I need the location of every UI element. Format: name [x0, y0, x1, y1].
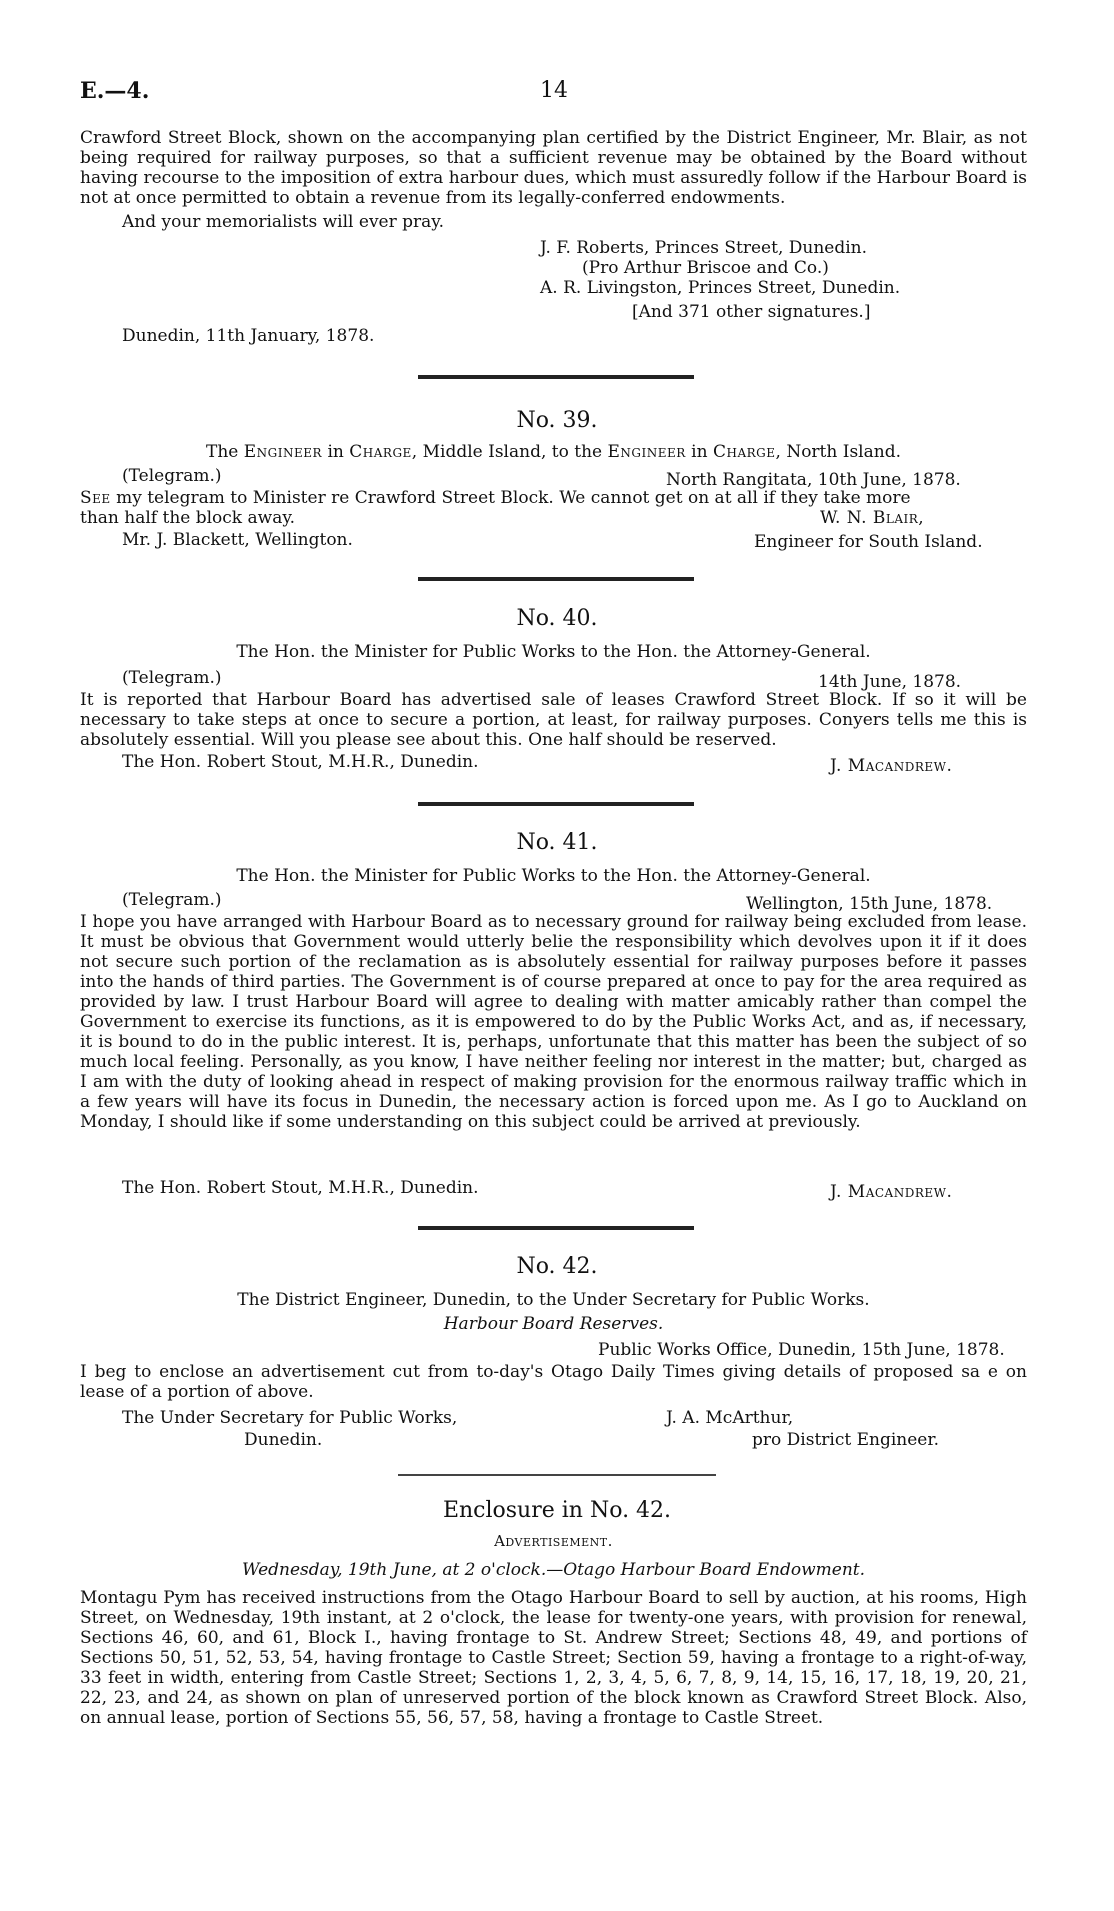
memorial-signature-1: J. F. Roberts, Princes Street, Dunedin. — [540, 238, 868, 258]
advertisement-body: Montagu Pym has received instructions from the Otago Harbour Board to sell by auction, at his rooms, High Street, on Wednesday, 19th instant, at 2 o'clock, the lease for twenty-one years, with provision for renewal, Sections 46, 60, and 61, Block I., having frontage to St. Andrew Street; Sections 48, 49, and portions of Sections 50, 51, 52, 53, 54, having frontage to Castle Street; Section 59, having a frontage to a right-of-way, 33 feet in width, entering from Castle Street; Sections 1, 2, 3, 4, 5, 6, 7, 8, 9, 14, 15, 16, 17, 18, 19, 20, 21, 22, 23, and 24, as shown on plan of unreserved portion of the block known as Crawford Street Block. Also, on annual lease, portion of Sections 55, 56, 57, 58, having a frontage to Castle Street. — [80, 1588, 1027, 1728]
letter-body-42: I beg to enclose an advertisement cut from to-day's Otago Daily Times giving details of proposed sa e on lease of a portion of above. — [80, 1362, 1027, 1402]
memorial-paragraph: Crawford Street Block, shown on the accompanying plan certified by the District Engineer, Mr. Blair, as not being required for railway purposes, so that a sufficient revenue may be obtained by the Board without having recourse to the imposition of extra harbour dues, which must assuredly follow if the Harbour Board is not at once permitted to obtain a revenue from its legally-conferred endowments. — [80, 128, 1027, 208]
section-divider — [398, 1474, 716, 1476]
place-date-41: Wellington, 15th June, 1878. — [746, 894, 993, 914]
page-number: 14 — [540, 78, 568, 103]
signature-42-line2: pro District Engineer. — [752, 1430, 939, 1450]
memorial-signature-2: (Pro Arthur Briscoe and Co.) — [582, 258, 829, 278]
telegram-body-40: It is reported that Harbour Board has advertised sale of leases Crawford Street Block. If so it will be necessary to take steps at once to secure a portion, at least, for railway purposes. Conyers tells me this is absolutely essential. Will you please see about this. One half should be reserved. — [80, 690, 1027, 750]
section-subheading-42: The District Engineer, Dunedin, to the Under Secretary for Public Works. — [237, 1290, 870, 1310]
telegram-body-39-line2: than half the block away. — [80, 508, 296, 528]
telegram-label-40: (Telegram.) — [122, 668, 222, 688]
telegram-body-41: I hope you have arranged with Harbour Board as to necessary ground for railway being excluded from lease. It must be obvious that Government would utterly belie the responsibility which devolves upon it if it does not secure such portion of the reclamation as is absolutely essential for railway purposes before it passes into the hands of third parties. The Government is of course prepared at once to pay for the area required as provided by law. I trust Harbour Board will agree to dealing with matter amicably rather than compel the Government to exercise its functions, as it is empowered to do by the Public Works Act, and as, if necessary, it is bound to do in the public interest. It is, perhaps, unfortunate that this matter has been the subject of so much local feeling. Personally, as you know, I have neither feeling nor interest in the matter; but, charged as I am with the duty of looking ahead in respect of making provision for the enormous railway traffic which in a few years will have its focus in Dunedin, the necessary action is forced upon me. As I go to Auckland on Monday, I should like if some understanding on this subject could be arrived at previously. — [80, 912, 1027, 1132]
section-divider — [418, 1226, 694, 1230]
signature-39: W. N. Blair, — [820, 508, 925, 528]
section-heading-42: No. 42. — [516, 1254, 598, 1279]
document-reference: E.—4. — [80, 78, 150, 104]
section-heading-41: No. 41. — [516, 830, 598, 855]
place-date-42: Public Works Office, Dunedin, 15th June, 1878. — [598, 1340, 1005, 1360]
memorial-pray: And your memorialists will ever pray. — [122, 212, 445, 232]
section-subheading-41: The Hon. the Minister for Public Works to the Hon. the Attorney-General. — [236, 866, 871, 886]
memorial-date: Dunedin, 11th January, 1878. — [122, 326, 375, 346]
memorial-signature-4: [And 371 other signatures.] — [632, 302, 871, 322]
section-divider — [418, 802, 694, 806]
memorial-signature-3: A. R. Livingston, Princes Street, Dunedin. — [540, 278, 901, 298]
signature-title-39: Engineer for South Island. — [754, 532, 983, 552]
date-40: 14th June, 1878. — [818, 672, 962, 692]
addressee-42-line1: The Under Secretary for Public Works, — [122, 1408, 458, 1428]
addressee-40: The Hon. Robert Stout, M.H.R., Dunedin. — [122, 752, 479, 772]
section-subheading-40: The Hon. the Minister for Public Works to the Hon. the Attorney-General. — [236, 642, 871, 662]
addressee-41: The Hon. Robert Stout, M.H.R., Dunedin. — [122, 1178, 479, 1198]
telegram-label-41: (Telegram.) — [122, 890, 222, 910]
signature-42-line1: J. A. McArthur, — [666, 1408, 794, 1428]
section-heading-39: No. 39. — [516, 408, 598, 433]
telegram-label-39: (Telegram.) — [122, 466, 222, 486]
section-divider — [418, 375, 694, 379]
telegram-body-39-line1: See my telegram to Minister re Crawford Street Block. We cannot get on at all if they take more — [80, 488, 911, 508]
section-subheading-39: The Engineer in Charge, Middle Island, to the Engineer in Charge, North Island. — [206, 442, 901, 462]
subject-42: Harbour Board Reserves. — [443, 1314, 664, 1334]
addressee-42-line2: Dunedin. — [244, 1430, 323, 1450]
enclosure-kind: Advertisement. — [494, 1532, 613, 1550]
section-heading-40: No. 40. — [516, 606, 598, 631]
enclosure-heading: Enclosure in No. 42. — [442, 1498, 672, 1523]
place-date-39: North Rangitata, 10th June, 1878. — [666, 470, 961, 490]
advertisement-headline: Wednesday, 19th June, at 2 o'clock.—Otago Harbour Board Endowment. — [241, 1560, 866, 1580]
addressee-39: Mr. J. Blackett, Wellington. — [122, 530, 353, 550]
signature-41: J. Macandrew. — [830, 1182, 953, 1202]
section-divider — [418, 577, 694, 581]
signature-40: J. Macandrew. — [830, 756, 953, 776]
